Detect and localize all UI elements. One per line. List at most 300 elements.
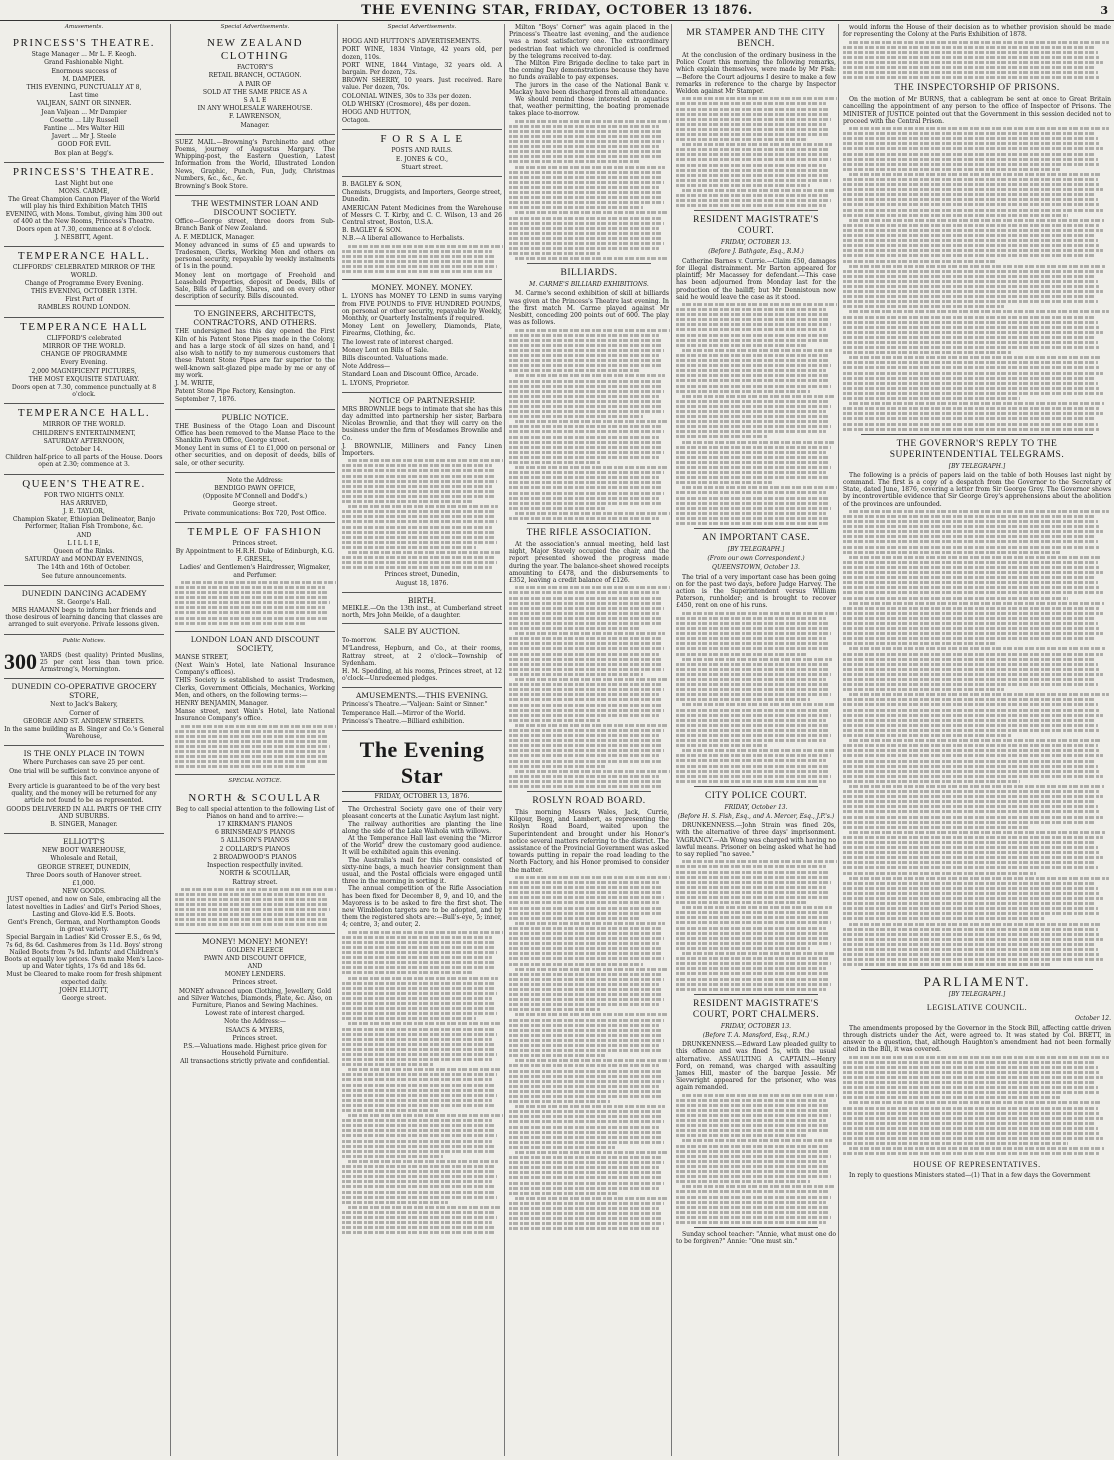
ad-lines <box>175 139 335 190</box>
text-line-texture <box>342 1058 492 1061</box>
text-line-texture <box>676 420 830 423</box>
text-line-texture <box>676 865 826 868</box>
text-line-texture <box>843 229 1103 232</box>
ad-line: MIRROR OF THE WORLD. <box>42 342 126 350</box>
ad-line: S A L E <box>243 97 267 105</box>
text-line-texture <box>509 642 663 645</box>
text-line-texture <box>682 349 832 352</box>
text-line-texture <box>509 186 659 189</box>
ad-line: Jean Valjean ... Mr Dampier <box>41 108 127 116</box>
birth-text: MEIKLE.—On the 13th inst., at Cumberland street north, Mrs John Meikle, of a daughter. <box>342 604 502 619</box>
text-line-texture <box>843 821 1095 824</box>
text-line-texture <box>509 1095 663 1098</box>
text-line-texture <box>843 1066 1098 1069</box>
text-line-texture <box>676 491 826 494</box>
divider <box>861 434 1093 435</box>
text-line-texture <box>509 471 664 474</box>
text-line-texture <box>509 963 643 966</box>
text-line-texture <box>509 1202 664 1205</box>
ad-lines <box>4 180 164 242</box>
ad-line: 2 COLLARD'S PIANOS <box>219 845 291 853</box>
ad-title: PRINCESS'S THEATRE. <box>12 37 156 50</box>
ad-line: 2,000 MAGNIFICENT PICTURES, <box>31 367 137 375</box>
text-line-texture <box>676 476 828 479</box>
ad-title: TO ENGINEERS, ARCHITECTS, CONTRACTORS, AND OTHERS. <box>193 309 317 328</box>
text-line-texture <box>509 1085 659 1088</box>
ad-line: MONEY LENDERS. <box>224 971 286 979</box>
ad-line: Princess's Theatre.—"Valjean: Saint or Sinner." <box>342 701 488 709</box>
ad-line: All transactions strictly private and confidential. <box>180 1058 330 1066</box>
text-line-texture <box>509 927 661 930</box>
text-line-texture <box>843 326 1100 329</box>
text-line-texture <box>342 561 497 564</box>
text-line-texture <box>342 1175 497 1178</box>
text-line-texture <box>843 1127 1098 1130</box>
text-line-texture <box>342 1104 494 1107</box>
text-line-texture <box>676 724 828 727</box>
text-line-texture <box>509 912 663 915</box>
text-line-texture <box>676 415 828 418</box>
text-line-texture <box>509 886 661 889</box>
text-line-texture <box>342 510 494 513</box>
text-line-texture <box>843 749 1100 752</box>
ad-line: Special Bargain in Ladies' Kid Crosser E.S., 6s 9d, 7s 6d, 8s 6d. Cashmeres from 3s 11d. Boys' strong Nailed Boots from 7s 9d. Infants' and Children's Boots at equally low prices. Own make Men's Lace-up and Water tights, 17s 6d and 18s 6d. <box>4 934 164 971</box>
text-line-texture <box>509 1070 661 1073</box>
filler-text <box>843 510 1111 966</box>
text-line-texture <box>342 520 497 523</box>
text-line-texture <box>515 420 667 423</box>
filler-text <box>676 97 836 207</box>
birth-notice <box>342 593 502 624</box>
text-line-texture <box>509 1131 661 1134</box>
text-line-texture <box>843 1142 1068 1145</box>
text-line-texture <box>342 255 494 258</box>
section-text: The trial of a very important case has been going on for the past two days, before Judge Harvey. The action is the Superintendent versus William Paterson, runholder; and is brought to recover £450, rent on one of his runs. <box>676 573 836 610</box>
text-line-texture <box>509 242 664 245</box>
text-line-texture <box>676 765 828 768</box>
text-line-texture <box>843 938 1103 941</box>
text-line-texture <box>509 415 643 418</box>
text-line-texture <box>843 270 1103 273</box>
text-line-texture <box>342 1170 496 1173</box>
text-line-texture <box>342 495 496 498</box>
ad-lines <box>4 335 164 399</box>
ad-line: The 14th and 16th of October. <box>37 564 131 572</box>
text-line-texture <box>849 739 1101 742</box>
section-head-public-notices: Public Notices. <box>62 637 106 644</box>
ad-suez-mail <box>175 135 335 196</box>
text-line-texture <box>676 108 828 111</box>
ad-lines <box>342 701 502 725</box>
text-line-texture <box>849 1056 1109 1059</box>
text-line-texture <box>849 877 1109 880</box>
text-line-texture <box>843 336 1095 339</box>
text-line-texture <box>175 586 325 589</box>
ad-line: Money Lent on Jewellery, Diamonds, Plate, Firearms, Clothing, &c. <box>342 323 502 338</box>
ad-title: BIRTH. <box>408 595 436 605</box>
ad-line: BENDIGO PAWN OFFICE, <box>214 484 296 492</box>
ad-line: L I L L I E, <box>67 539 101 547</box>
filler-text <box>342 245 502 273</box>
text-line-texture <box>342 961 494 964</box>
ad-title: NORTH & SCOULLAR <box>188 791 322 804</box>
text-line-texture <box>676 385 831 388</box>
text-line-texture <box>676 1165 828 1168</box>
text-line-texture <box>849 127 1109 130</box>
text-line-texture <box>509 597 661 600</box>
nameplate: The Evening Star <box>359 736 485 788</box>
text-line-texture <box>676 1119 826 1122</box>
divider <box>527 523 651 524</box>
ad-line: Corner of <box>69 709 99 717</box>
text-line-texture <box>509 907 661 910</box>
text-line-texture <box>843 810 1100 813</box>
text-line-texture <box>843 953 1100 956</box>
text-line-texture <box>509 507 605 510</box>
text-line-texture <box>676 901 806 904</box>
ad-line: September 7, 1876. <box>175 396 237 404</box>
text-line-texture <box>843 933 1100 936</box>
text-line-texture <box>509 206 643 209</box>
text-line-texture <box>509 135 663 138</box>
text-line-texture <box>843 1132 1100 1135</box>
page-number: 3 <box>1100 4 1108 17</box>
ad-title: IS THE ONLY PLACE IN TOWN <box>23 749 145 759</box>
text-line-texture <box>342 490 494 493</box>
text-line-texture <box>515 724 669 727</box>
text-line-texture <box>849 602 1104 605</box>
text-line-texture <box>843 734 1012 737</box>
correspondent: (From our own Correspondent.) <box>707 555 805 563</box>
ad-title: AMUSEMENTS.—THIS EVENING. <box>355 691 489 701</box>
text-line-texture <box>342 1099 492 1102</box>
text-line-texture <box>515 922 665 925</box>
text-line-texture <box>843 183 1100 186</box>
text-line-texture <box>342 469 494 472</box>
masthead-title: THE EVENING STAR, FRIDAY, OCTOBER 13 1876. <box>361 2 753 18</box>
text-line-texture <box>175 923 329 926</box>
ad-line: 6 BRINSMEAD'S PIANOS <box>215 829 295 837</box>
text-line-texture <box>509 1141 664 1144</box>
text-line-texture <box>509 714 659 717</box>
text-line-texture <box>509 222 664 225</box>
text-line-texture <box>843 856 1103 859</box>
text-line-texture <box>843 203 1100 206</box>
text-line-texture <box>676 153 830 156</box>
text-line-texture <box>676 158 831 161</box>
text-line-texture <box>509 486 663 489</box>
text-line-texture <box>509 704 663 707</box>
text-line-texture <box>509 647 664 650</box>
ad-line: The lowest rate of interest charged. <box>342 338 454 346</box>
text-line-texture <box>843 795 1103 798</box>
text-line-texture <box>843 841 1095 844</box>
court-before: (Before H. S. Fish, Esq., and A. Mercer, Esq., J.P.'s.) <box>677 813 835 821</box>
text-line-texture <box>509 749 664 752</box>
section-title-rifle: THE RIFLE ASSOCIATION. <box>526 528 652 539</box>
text-line-texture <box>342 1165 494 1168</box>
text-line-texture <box>342 1180 492 1183</box>
paragraph: The Orchestral Society gave one of their very pleasant concerts at the Lunatic Asylum last night. <box>342 806 502 821</box>
text-line-texture <box>843 366 1100 369</box>
ad-line: Every article is guaranteed to be of the very best quality, and the money will be returned for any article not found to be as represented. <box>8 783 160 805</box>
text-line-texture <box>676 430 826 433</box>
text-line-texture <box>348 459 503 462</box>
text-line-texture <box>682 906 832 909</box>
text-line-texture <box>175 765 305 768</box>
text-line-texture <box>676 148 828 151</box>
text-line-texture <box>843 612 1103 615</box>
ad-title: ELLIOTT'S <box>63 837 105 847</box>
ad-line: H. M. Spedding, at his rooms, Princes street, at 12 o'clock—Unredeemed pledges. <box>342 667 502 683</box>
text-line-texture <box>843 805 1098 808</box>
ad-title: PUBLIC NOTICE. <box>221 412 289 422</box>
text-line-texture <box>509 1126 659 1129</box>
ad-line: SUEZ MAIL.—Browning's Parchinetto and other Poems, journey of Augustus Margary. The Whipping-post, the Eastern Question, Latest Information from the World, Illustrated London News, Graphic, Punch, Fun, Judy, Christmas Numbers, &c., &c., &c. <box>175 138 335 182</box>
text-line-texture <box>509 1024 659 1027</box>
text-line-texture <box>509 709 664 712</box>
ad-title: LONDON LOAN AND DISCOUNT SOCIETY, <box>190 634 320 653</box>
text-line-texture <box>509 607 664 610</box>
text-line-texture <box>175 735 327 738</box>
text-line-texture <box>509 400 661 403</box>
text-line-texture <box>676 937 830 940</box>
text-line-texture <box>843 1122 1095 1125</box>
text-line-texture <box>843 632 1103 635</box>
text-line-texture <box>509 410 664 413</box>
ad-title: THE WESTMINSTER LOAN AND DISCOUNT SOCIETY. <box>191 199 319 218</box>
text-line-texture <box>509 385 663 388</box>
ad-lines <box>342 637 502 682</box>
text-line-texture <box>843 300 1098 303</box>
text-line-texture <box>342 997 492 1000</box>
text-line-texture <box>509 602 663 605</box>
text-line-texture <box>175 596 329 599</box>
text-line-texture <box>509 1044 659 1047</box>
ad-line: M. DAMPIER. <box>62 75 106 83</box>
text-line-texture <box>509 1100 610 1103</box>
text-line-texture <box>509 739 661 742</box>
text-line-texture <box>676 759 826 762</box>
text-line-texture <box>509 1187 659 1190</box>
text-line-texture <box>849 402 1104 405</box>
text-line-texture <box>843 423 1098 426</box>
text-line-texture <box>843 520 1098 523</box>
ad-temperance-hall-3 <box>4 404 164 474</box>
ad-co-operative-grocery <box>4 679 164 746</box>
text-line-texture <box>509 1003 659 1006</box>
ad-line: Princes street. <box>232 979 278 987</box>
text-line-texture <box>342 475 496 478</box>
text-line-texture <box>509 181 664 184</box>
text-line-texture <box>509 1075 663 1078</box>
text-line-texture <box>509 683 663 686</box>
text-line-texture <box>515 770 670 773</box>
ad-line: HOGG AND HUTTON, <box>342 109 412 117</box>
text-line-texture <box>843 209 1103 212</box>
text-line-texture <box>175 755 327 758</box>
text-line-texture <box>509 765 605 768</box>
text-line-texture <box>843 71 1098 74</box>
text-line-texture <box>849 265 1106 268</box>
text-line-texture <box>676 678 826 681</box>
ad-line: P.S.—Valuations made. Highest price given for Household Furniture. <box>183 1042 327 1058</box>
court-before: (Before J. Bathgate, Esq., R.M.) <box>708 248 804 256</box>
text-line-texture <box>676 405 831 408</box>
text-line-texture <box>843 948 1098 951</box>
text-line-texture <box>843 907 1098 910</box>
text-line-texture <box>676 369 826 372</box>
text-line-texture <box>676 632 831 635</box>
text-line-texture <box>843 897 1103 900</box>
text-line-texture <box>509 334 659 337</box>
text-line-texture <box>342 541 497 544</box>
text-line-texture <box>509 191 661 194</box>
text-line-texture <box>509 425 663 428</box>
text-line-texture <box>843 1107 1098 1110</box>
text-line-texture <box>509 688 664 691</box>
text-line-texture <box>509 171 661 174</box>
text-line-texture <box>509 983 659 986</box>
section-text: On the motion of Mr BURNS, that a cablegram be sent at once to Great Britain cancelling the appointment of any person to the office of Inspector of Prisons. The MINISTER of JUSTICE pointed out that the Government in this session decided not to proceed with the Central Prison. <box>843 96 1111 125</box>
text-line-texture <box>843 724 1098 727</box>
text-line-texture <box>676 693 831 696</box>
text-line-texture <box>676 911 828 914</box>
text-line-texture <box>342 992 497 995</box>
text-line-texture <box>676 927 826 930</box>
ad-princess-theatre-1 <box>4 34 164 163</box>
text-line-texture <box>342 480 497 483</box>
text-line-texture <box>843 775 1103 778</box>
text-line-texture <box>843 719 1095 722</box>
ad-line: Standard Loan and Discount Office, Arcade. <box>342 371 479 379</box>
text-line-texture <box>509 481 661 484</box>
ad-line: Princes street, Dunedin, <box>384 571 460 579</box>
ad-line: Patent Stone Pipe Factory, Kensington. <box>175 388 296 396</box>
ad-line: (Opposite M'Connell and Dodd's.) <box>202 493 308 501</box>
text-line-texture <box>843 703 1098 706</box>
text-line-texture <box>676 775 831 778</box>
text-line-texture <box>843 295 1095 298</box>
masthead <box>0 0 1114 21</box>
text-line-texture <box>509 942 659 945</box>
ad-line: Every Evening. <box>60 359 108 367</box>
text-line-texture <box>509 780 661 783</box>
text-line-texture <box>682 143 832 146</box>
text-line-texture <box>175 893 325 896</box>
text-line-texture <box>676 1114 831 1117</box>
ad-line: NORTH & SCOULLAR, <box>219 870 291 878</box>
text-line-texture <box>676 174 830 177</box>
text-line-texture <box>342 946 496 949</box>
ad-line: JUST opened, and now on Sale, embracing all the latest novelties in Ladies' and Girl's Period Shoes, Lasting and Glove-kid E.S. Boots. <box>6 896 162 918</box>
text-line-texture <box>843 861 1095 864</box>
ad-line: Enormous success of <box>51 67 117 75</box>
text-line-texture <box>509 1019 664 1022</box>
ad-line: Money Lent on Bills of Sale. <box>342 346 429 354</box>
text-line-texture <box>342 270 492 273</box>
ad-bagley-son <box>342 177 502 280</box>
text-line-texture <box>509 1080 664 1083</box>
text-line-texture <box>509 881 659 884</box>
ad-lines <box>175 218 335 300</box>
ad-line: George street. <box>61 995 107 1003</box>
text-line-texture <box>509 476 659 479</box>
text-line-texture <box>676 118 831 121</box>
text-line-texture <box>509 1136 663 1139</box>
ad-line: See future announcements. <box>41 572 127 580</box>
ad-line: Must be Cleared to make room for fresh shipment expected daily. <box>6 971 162 986</box>
filler-text <box>509 586 669 788</box>
ad-title: QUEEN'S THEATRE. <box>22 477 146 490</box>
ad-temple-of-fashion <box>175 523 335 632</box>
text-line-texture <box>676 364 831 367</box>
ad-line: GOLDEN FLEECE <box>226 946 284 954</box>
text-line-texture <box>509 1110 661 1113</box>
text-line-texture <box>843 351 1012 354</box>
ad-title: NEW ZEALAND CLOTHING <box>206 37 304 63</box>
ad-lines <box>175 477 335 517</box>
ad-line: POSTS AND RAILS. <box>391 147 453 155</box>
text-line-texture <box>849 510 1109 513</box>
text-line-texture <box>676 734 831 737</box>
text-line-texture <box>509 1008 600 1011</box>
text-line-texture <box>676 164 826 167</box>
text-line-texture <box>676 647 830 650</box>
text-line-texture <box>676 1201 826 1204</box>
text-line-texture <box>342 956 492 959</box>
text-line-texture <box>676 359 830 362</box>
ad-lines <box>4 759 164 828</box>
ad-line: MIRROR OF THE WORLD. <box>42 421 126 429</box>
text-line-texture <box>843 1086 1098 1089</box>
text-line-texture <box>682 189 834 192</box>
divider <box>527 791 651 792</box>
text-line-texture <box>509 917 639 920</box>
ad-princess-theatre-2 <box>4 163 164 248</box>
ad-line: GEORGE AND ST. ANDREW STREETS. <box>23 717 145 725</box>
text-line-texture <box>509 227 659 230</box>
text-line-texture <box>843 912 1100 915</box>
ad-line: CHANGE OF PROGRAMME <box>40 351 128 359</box>
ad-line: IN ANY WHOLESALE WAREHOUSE. <box>197 105 313 113</box>
text-line-texture <box>676 881 831 884</box>
text-line-texture <box>676 891 828 894</box>
section-title-prisons: THE INSPECTORSHIP OF PRISONS. <box>894 83 1060 94</box>
ad-line: (Next Wain's Hotel, late National Insurance Company's offices). <box>175 661 335 677</box>
text-line-texture <box>676 1206 828 1209</box>
court-date: FRIDAY, October 13. <box>724 803 788 811</box>
ad-line: First Part of <box>65 296 103 304</box>
text-line-texture <box>515 968 667 971</box>
text-line-texture <box>515 632 665 635</box>
text-line-texture <box>843 234 1095 237</box>
ad-line: THE Business of the Otago Loan and Discount Office has been removed to the Manse Place to the Shanklin Pawn Office, George street. <box>175 422 335 444</box>
text-line-texture <box>843 1091 1100 1094</box>
text-line-texture <box>509 237 663 240</box>
text-line-texture <box>676 184 810 187</box>
filler-text <box>843 1056 1111 1156</box>
text-line-texture <box>509 1034 663 1037</box>
text-line-texture <box>843 397 1020 400</box>
text-line-texture <box>682 486 837 489</box>
text-line-texture <box>509 1146 615 1149</box>
text-line-texture <box>843 290 1103 293</box>
ad-line: Private communications: Box 720, Post Office. <box>183 509 327 517</box>
text-line-texture <box>342 1078 492 1081</box>
text-line-texture <box>342 1119 492 1122</box>
text-line-texture <box>843 249 1103 252</box>
